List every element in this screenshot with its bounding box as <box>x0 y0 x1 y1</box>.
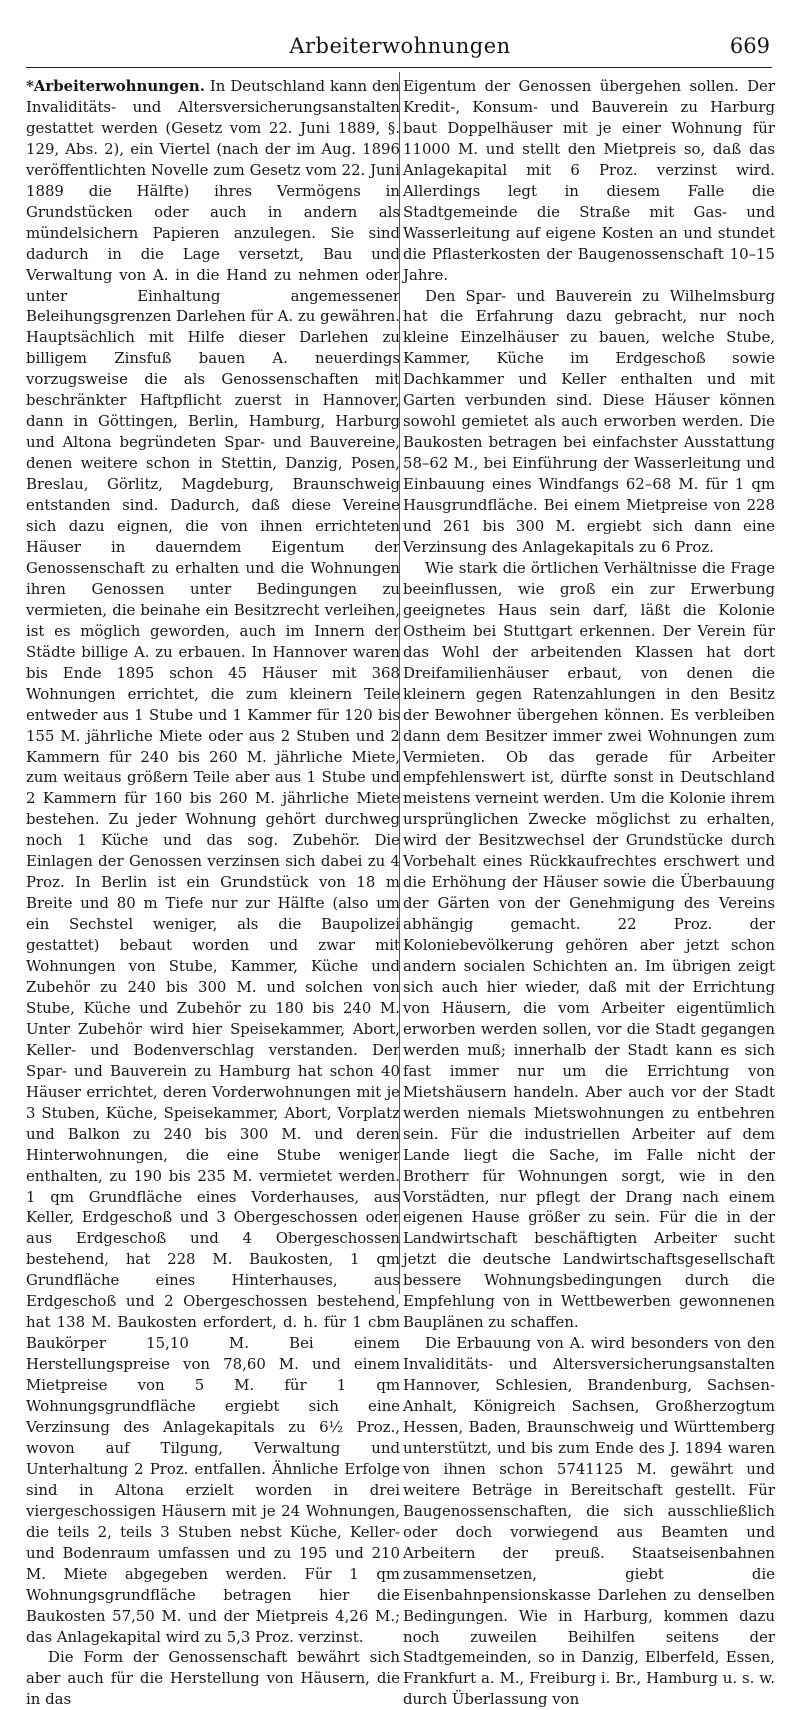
entry-headword: Arbeiterwohnungen. <box>33 77 205 95</box>
column-divider <box>399 72 400 1294</box>
footnote-star: * <box>26 77 34 95</box>
paragraph: Den Spar- und Bauverein zu Wilhelmsburg hat die Erfahrung dazu gebracht, nur noch kleine Einzelhäuser zu bauen, welche Stube, Kammer, Küche im Erdgeschoß sowie Dachkammer und Keller enthalten und mit Garten verbunden sind. Diese Häuser können sowohl gemietet als auch erworben werden. Die Baukosten betragen bei einfachster Ausstattung 58–62 M., bei Einführung der Wasserleitung und Einbauung eines Windfangs 62–68 M. für 1 qm Hausgrundfläche. Bei einem Mietpreise von 228 und 261 bis 300 M. ergiebt sich dann eine Verzinsung des Anlagekapitals zu 6 Proz. <box>403 286 775 556</box>
paragraph-text: In Deutschland kann den Invaliditäts- und Altersversicherungsanstalten gestattet werden (Gesetz vom 22. Juni 1889, §. 129, Abs. 2), ein Viertel (nach der im Aug. 1896 veröffentlichten Novelle zum Gesetz vom 22. Juni 1889 die Hälfte) ihres Vermögens in Grundstücken oder auch in andern als mündelsichern Papieren anzulegen. Sie sind dadurch in die Lage versetzt, Bau und Verwaltung von A. in die Hand zu nehmen oder unter Einhaltung angemessener Beleihungsgrenzen Darlehen für A. zu gewähren. Hauptsächlich mit Hilfe dieser Darlehen zu billigem Zinsfuß bauen A. neuerdings vorzugsweise die als Genossenschaften mit beschränkter Haftpflicht zuerst in Hannover, dann in Göttingen, Berlin, Hamburg, Harburg und Altona begründeten Spar- und Bauvereine, denen weitere schon in Stettin, Danzig, Posen, Breslau, Görlitz, Magdeburg, Braunschweig entstanden sind. Dadurch, daß diese Vereine sich dazu eignen, die von ihnen errichteten Häuser in dauerndem Eigentum der Genossenschaft zu erhalten und die Wohnungen ihren Genossen unter Bedingungen zu vermieten, die beinahe ein Besitzrecht verleihen, ist es möglich geworden, auch im Innern der Städte billige A. zu erbauen. In Hannover waren bis Ende 1895 schon 45 Häuser mit 368 Wohnungen errichtet, die zum kleinern Teile entweder aus 1 Stube und 1 Kammer für 120 bis 155 M. jährliche Miete oder aus 2 Stuben und 2 Kammern für 240 bis 260 M. jährliche Miete, zum weitaus größern Teile aber aus 1 Stube und 2 Kammern für 160 bis 260 M. jährliche Miete bestehen. Zu jeder Wohnung gehört durchweg noch 1 Küche und das sog. Zubehör. Die Einlagen der Genossen verzinsen sich dabei zu 4 Proz. In Berlin ist ein Grundstück von 18 m Breite und 80 m Tiefe nur zur Hälfte (also um ein Sechstel weniger, als die Baupolizei gestattet) bebaut worden und zwar mit Wohnungen von Stube, Kammer, Küche und Zubehör zu 240 bis 300 M. und solchen von Stube, Küche und Zubehör zu 180 bis 240 M. Unter Zubehör wird hier Speisekammer, Abort, Keller- und Bodenverschlag verstanden. Der Spar- und Bauverein zu Hamburg hat schon 40 Häuser errichtet, deren Vorderwohnungen mit je 3 Stuben, Küche, Speisekammer, Abort, Vorplatz und Balkon zu 240 bis 300 M. und deren Hinterwohnungen, die eine Stube weniger enthalten, zu 190 bis 235 M. vermietet werden. 1 qm Grundfläche eines Vorderhauses, aus Keller, Erdgeschoß und 3 Obergeschossen oder aus Erdgeschoß und 4 Obergeschossen bestehend, hat 228 M. Baukosten, 1 qm Grundfläche eines Hinterhauses, aus Erdgeschoß und 2 Obergeschossen bestehend, hat 138 M. Baukosten erfordert, d. h. für 1 cbm Baukörper 15,10 M. Bei einem Herstellungspreise von 78,60 M. und einem Mietpreise von 5 M. für 1 qm Wohnungsgrundfläche ergiebt sich eine Verzinsung des Anlagekapitals zu 6½ Proz., wovon auf Tilgung, Verwaltung und Unterhaltung 2 Proz. entfallen. Ähnliche Erfolge sind in Altona erzielt worden in drei viergeschossigen Häusern mit je 24 Wohnungen, die teils 2, teils 3 Stuben nebst Küche, Keller- und Bodenraum umfassen und zu 195 und 210 M. Miete abgegeben werden. Für 1 qm Wohnungsgrundfläche betragen hier die Baukosten 57,50 M. und der Mietpreis 4,26 M.; das Anlagekapital wird zu 5,3 Proz. verzinst. <box>26 77 400 1646</box>
paragraph: Die Form der Genossenschaft bewährt sich aber auch für die Herstellung von Häusern, die in das <box>26 1648 400 1709</box>
paragraph <box>26 76 400 1647</box>
left-column <box>26 76 400 1709</box>
page-number: 669 <box>729 34 770 58</box>
header-rule <box>26 67 772 68</box>
paragraph: Die Erbauung von A. wird besonders von den Invaliditäts- und Altersversicherungsanstalten Hannover, Schlesien, Brandenburg, Sachsen-Anhalt, Königreich Sachsen, Großherzogtum Hessen, Baden, Braunschweig und Württemberg unterstützt, und bis zum Ende des J. 1894 waren von ihnen schon 5741125 M. gewährt und weitere Beträge in Bereitschaft gestellt. Für Baugenossenschaften, die sich ausschließlich oder doch vorwiegend aus Beamten und Arbeitern der preuß. Staatseisenbahnen zusammensetzen, giebt die Eisenbahnpensionskasse Darlehen zu denselben Bedingungen. Wie in Harburg, kommen dazu noch zuweilen Beihilfen seitens der Stadtgemeinden, so in Danzig, Elberfeld, Essen, Frankfurt a. M., Freiburg i. Br., Hamburg u. s. w. durch Überlassung von <box>403 1334 775 1709</box>
right-column <box>403 76 775 1709</box>
running-head: Arbeiterwohnungen <box>289 34 511 58</box>
paragraph: Eigentum der Genossen übergehen sollen. Der Kredit-, Konsum- und Bauverein zu Harburg baut Doppelhäuser mit je einer Wohnung für 11000 M. und stellt den Mietpreis so, daß das Anlagekapital mit 6 Proz. verzinst wird. Allerdings legt in diesem Falle die Stadtgemeinde die Straße mit Gas- und Wasserleitung auf eigene Kosten an und stundet die Pflasterkosten der Baugenossenschaft 10–15 Jahre. <box>403 77 775 284</box>
paragraph: Wie stark die örtlichen Verhältnisse die Frage beeinflussen, wie groß ein zur Erwerbung geeignetes Haus sein darf, läßt die Kolonie Ostheim bei Stuttgart erkennen. Der Verein für das Wohl der arbeitenden Klassen hat dort Dreifamilienhäuser erbaut, von denen die kleinern gegen Ratenzahlungen in den Besitz der Bewohner übergehen können. Es verbleiben dann dem Besitzer immer zwei Wohnungen zum Vermieten. Ob das gerade für Arbeiter empfehlenswert ist, dürfte sonst in Deutschland meistens verneint werden. Um die Kolonie ihrem ursprünglichen Zwecke möglichst zu erhalten, wird der Besitzwechsel der Grundstücke durch Vorbehalt eines Rückkaufrechtes erschwert und die Erhöhung der Häuser sowie die Überbauung der Gärten von der Genehmigung des Vereins abhängig gemacht. 22 Proz. der Koloniebevölkerung gehören aber jetzt schon andern socialen Schichten an. Im übrigen zeigt sich auch hier wieder, daß mit der Errichtung von Häusern, die vom Arbeiter eigentümlich erworben werden sollen, vor die Stadt gegangen werden muß; innerhalb der Stadt kann es sich fast immer nur um die Errichtung von Mietshäusern handeln. Aber auch vor der Stadt werden niemals Mietswohnungen zu entbehren sein. Für die industriellen Arbeiter auf dem Lande liegt die Sache, im Falle nicht der Brotherr für Wohnungen sorgt, wie in den Vorstädten, nur pflegt der Drang nach einem eigenen Hause größer zu sein. Für die in der Landwirtschaft beschäftigten Arbeiter sucht jetzt die deutsche Landwirtschaftsgesellschaft bessere Wohnungsbedingungen durch die Empfehlung von in Wettbewerben gewonnenen Bauplänen zu schaffen. <box>403 558 775 1332</box>
